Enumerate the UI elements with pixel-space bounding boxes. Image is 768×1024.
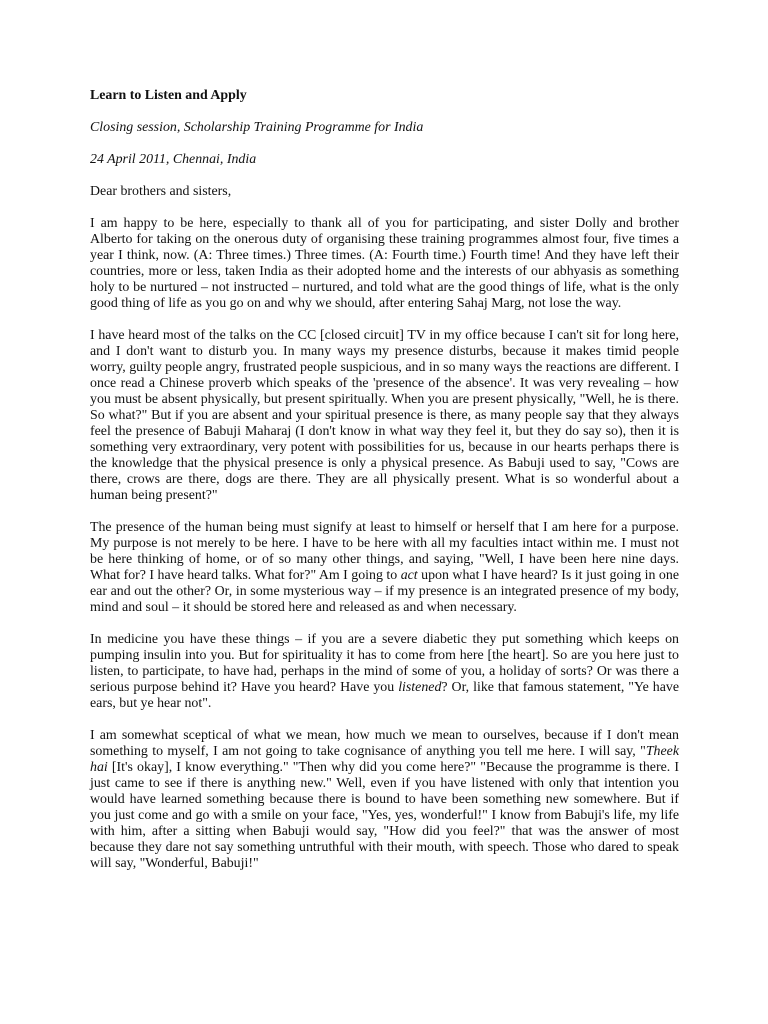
paragraph-text: upon what I have heard? Is it just going in one ear and out the other? Or, in some mysterious way – if my presence is an integrated presence of my body, mind and soul – it should be stored here and released as and when necessary. xyxy=(90,568,679,615)
paragraph-4 xyxy=(90,632,679,712)
document-title: Learn to Listen and Apply xyxy=(90,88,247,103)
emphasis-theek-hai: Theek hai xyxy=(90,744,679,775)
paragraph-text: I am happy to be here, especially to thank all of you for participating, and sister Dolly and brother Alberto for taking on the onerous duty of organising these training programmes almost four, five times a year I think, now. (A: Three times.) Three times. (A: Fourth time.) Fourth time! And they have left their countries, more or less, taken India as their adopted home and the interests of our abhyasis as something holy to be nurtured – not instructed – nurtured, and told what are the good things of life, what is the only good thing of life as you go on and why we should, after entering Sahaj Marg, not lose the way. xyxy=(90,216,679,311)
paragraph-text: [It's okay], I know everything." "Then why did you come here?" "Because the programme is there. I just came to see if there is anything new." Well, even if you have listened with only that intention you would have learned something because there is bound to have been something new somewhere. But if you just come and go with a smile on your face, "Yes, yes, wonderful!" I know from Babuji's life, my life with him, after a sitting when Babuji would say, "How did you feel?" that was the answer of most because they dare not say something untruthful with their mouth, with speech. Those who dared to speak will say, "Wonderful, Babuji!" xyxy=(90,760,679,871)
paragraph-2 xyxy=(90,328,679,504)
document-page xyxy=(90,88,679,888)
paragraph-text: I have heard most of the talks on the CC [closed circuit] TV in my office because I can't sit for long here, and I don't want to disturb you. In many ways my presence disturbs, because it makes timid people worry, guilty people angry, frustrated people suspicious, and in so many ways the reactions are different. I once read a Chinese proverb which speaks of the 'presence of the absence'. It was very revealing – how you must be absent physically, but present spiritually. When you are present physically, "Well, he is there. So what?" But if you are absent and your spiritual presence is there, as many people say that they always feel the presence of Babuji Maharaj (I don't know in what way they feel it, but they do say so), then it is something very extraordinary, very potent with possibilities for us, because in our hearts perhaps there is the knowledge that the physical presence is only a physical presence. As Babuji used to say, "Cows are there, crows are there, dogs are there. They are all physically present. What is so wonderful about a human being present?" xyxy=(90,328,679,503)
paragraph-text: In medicine you have these things – if you are a severe diabetic they put something which keeps on pumping insulin into you. But for spirituality it has to come from here [the heart]. So are you here just to listen, to participate, to have had, perhaps in the mind of some of you, a holiday of sorts? Or was there a serious purpose behind it? Have you heard? Have you xyxy=(90,632,679,695)
paragraph-3 xyxy=(90,520,679,616)
greeting: Dear brothers and sisters, xyxy=(90,184,232,199)
paragraph-text: I am somewhat sceptical of what we mean, how much we mean to ourselves, because if I don't mean something to myself, I am not going to take cognisance of anything you tell me here. I will say, " xyxy=(90,728,679,759)
paragraph-text: The presence of the human being must signify at least to himself or herself that I am here for a purpose. My purpose is not merely to be here. I have to be here with all my faculties intact within me. I must not be here thinking of home, or of so many other things, and saying, "Well, I have been here nine days. What for? I have heard talks. What for?" Am I going to xyxy=(90,520,679,583)
paragraph-5 xyxy=(90,728,679,872)
paragraph-text: ? Or, like that famous statement, "Ye have ears, but ye hear not". xyxy=(90,680,679,711)
emphasis-listened: listened xyxy=(398,680,442,695)
paragraph-1 xyxy=(90,216,679,312)
document-date-place: 24 April 2011, Chennai, India xyxy=(90,152,257,167)
document-subtitle: Closing session, Scholarship Training Programme for India xyxy=(90,120,424,135)
emphasis-act: act xyxy=(400,568,418,583)
